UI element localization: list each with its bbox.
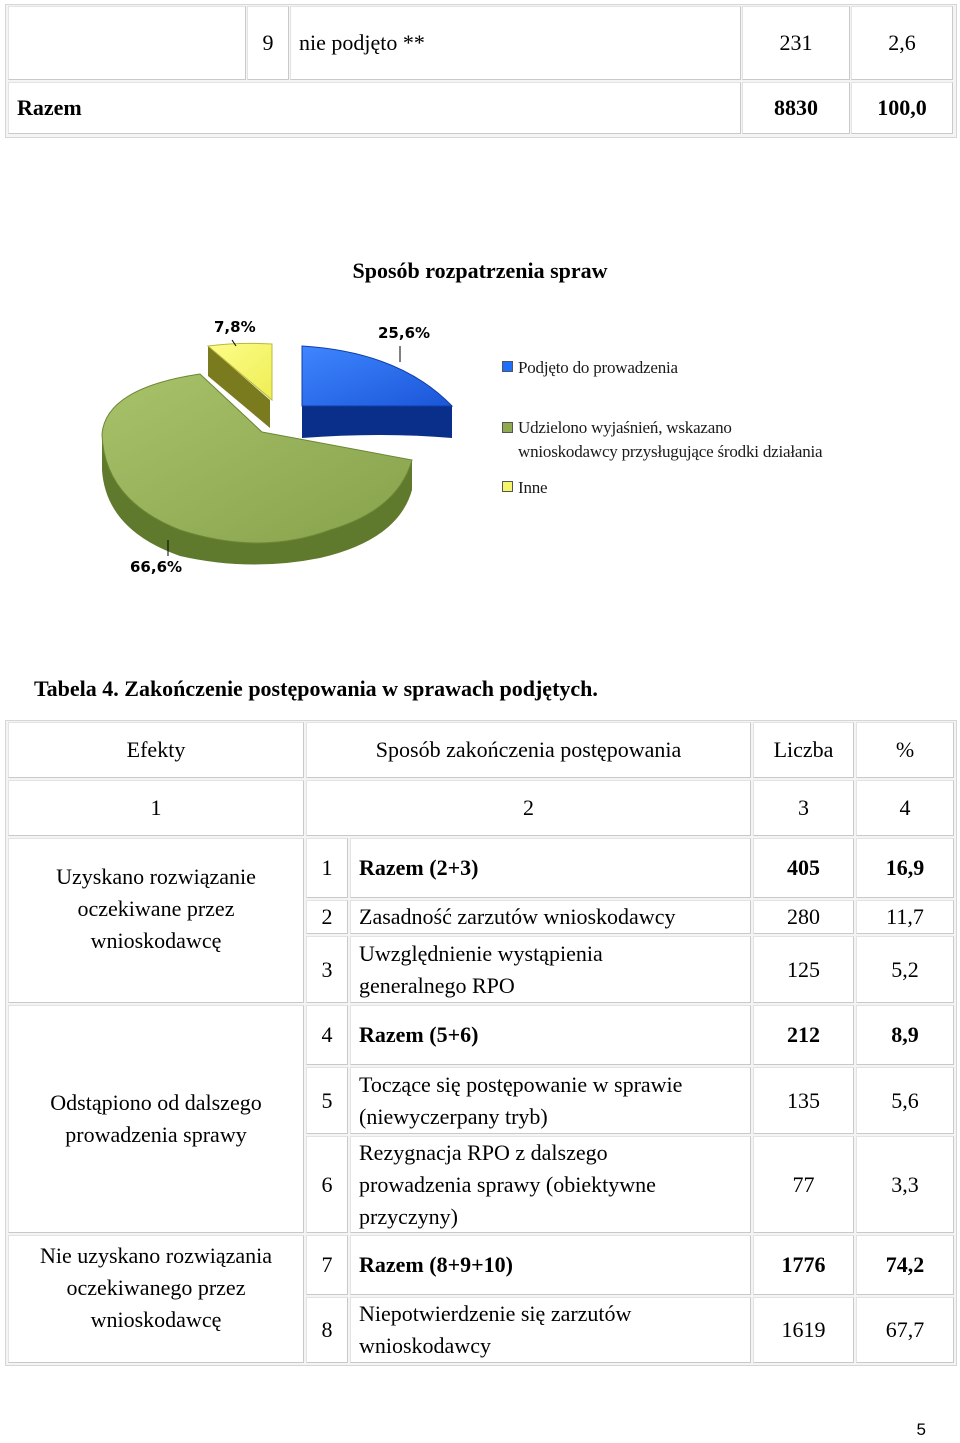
table4-header-effects: Efekty bbox=[8, 722, 304, 778]
table-row-method-line: Toczące się postępowanie w sprawie bbox=[359, 1071, 683, 1097]
table-row-pct: 3,3 bbox=[856, 1136, 954, 1233]
table4-colnum-1: 1 bbox=[8, 780, 304, 836]
table4-effect-1 bbox=[8, 838, 304, 1003]
table-row-count: 280 bbox=[753, 900, 854, 934]
table4-effect-3-line: oczekiwanego przez bbox=[66, 1275, 246, 1300]
table-row-method-line: (niewyczerpany tryb) bbox=[359, 1103, 548, 1129]
table-row-number: 6 bbox=[306, 1136, 348, 1233]
table4-effect-2-line: Odstąpiono od dalszego bbox=[50, 1090, 262, 1115]
table-row-count: 212 bbox=[753, 1005, 854, 1065]
table-row-method-line: wnioskodawcy bbox=[359, 1333, 491, 1358]
legend-label-green-line1: Udzielono wyjaśnień, wskazano bbox=[518, 418, 732, 437]
table-row-method-line: generalnego RPO bbox=[359, 972, 515, 998]
pie-label-yellow: 7,8% bbox=[214, 318, 256, 336]
table-row-method: Razem (5+6) bbox=[350, 1005, 751, 1065]
table-row-method-line: prowadzenia sprawy (obiektywne bbox=[359, 1171, 656, 1197]
table-row-number: 8 bbox=[306, 1297, 348, 1363]
table-row-method: Razem (8+9+10) bbox=[350, 1235, 751, 1295]
table-row-method bbox=[350, 1297, 751, 1363]
table-row-count: 125 bbox=[753, 936, 854, 1003]
table-row-pct: 74,2 bbox=[856, 1235, 954, 1295]
table4-colnum-2: 2 bbox=[306, 780, 751, 836]
pie-chart bbox=[0, 300, 500, 600]
table-row-method-line: Uwzględnienie wystąpienia bbox=[359, 940, 603, 966]
table-row-count: 77 bbox=[753, 1136, 854, 1233]
pie-label-blue: 25,6% bbox=[378, 324, 431, 342]
table-row-method-line: Niepotwierdzenie się zarzutów bbox=[359, 1301, 632, 1326]
table4-header-count: Liczba bbox=[753, 722, 854, 778]
table-row-method: Zasadność zarzutów wnioskodawcy bbox=[350, 900, 751, 934]
table-row-count: 405 bbox=[753, 838, 854, 898]
table4-header-pct: % bbox=[856, 722, 954, 778]
top-table-row-count: 231 bbox=[742, 6, 850, 80]
table-row-method bbox=[350, 936, 751, 1003]
table-row-number: 5 bbox=[306, 1067, 348, 1134]
table-row-method bbox=[350, 1136, 751, 1233]
table-row-number: 7 bbox=[306, 1235, 348, 1295]
table4-effect-1-line: oczekiwane przez bbox=[77, 896, 235, 921]
pie-label-green: 66,6% bbox=[130, 558, 183, 576]
chart-title: Sposób rozpatrzenia spraw bbox=[352, 258, 608, 283]
table4-colnum-3: 3 bbox=[753, 780, 854, 836]
table4-effect-1-line: Uzyskano rozwiązanie bbox=[56, 864, 256, 889]
table-row-pct: 11,7 bbox=[856, 900, 954, 934]
page-number: 5 bbox=[916, 1420, 926, 1439]
table-row-method-line: Rezygnacja RPO z dalszego bbox=[359, 1139, 608, 1165]
pie-slice-blue bbox=[302, 346, 452, 438]
legend-swatch-yellow bbox=[502, 481, 513, 492]
table4-effect-3-line: wnioskodawcę bbox=[90, 1307, 222, 1332]
top-table-total-label: Razem bbox=[8, 82, 741, 134]
top-table-total-count: 8830 bbox=[742, 82, 850, 134]
top-table-empty-cell bbox=[8, 6, 246, 80]
top-table-total-pct: 100,0 bbox=[851, 82, 953, 134]
table4-effect-3-line: Nie uzyskano rozwiązania bbox=[39, 1243, 273, 1268]
table4-effect-2 bbox=[8, 1005, 304, 1233]
table-row-pct: 16,9 bbox=[856, 838, 954, 898]
legend-label-blue: Podjęto do prowadzenia bbox=[518, 358, 678, 377]
legend-swatch-green bbox=[502, 422, 513, 433]
top-table-row-pct: 2,6 bbox=[851, 6, 953, 80]
table-row-pct: 5,2 bbox=[856, 936, 954, 1003]
table-row-count: 1619 bbox=[753, 1297, 854, 1363]
table-row-pct: 8,9 bbox=[856, 1005, 954, 1065]
legend-label-yellow: Inne bbox=[518, 478, 548, 497]
table4-effect-1-line: wnioskodawcę bbox=[90, 928, 222, 953]
table-row-count: 1776 bbox=[753, 1235, 854, 1295]
legend-swatch-blue bbox=[502, 361, 513, 372]
table4-effect-3 bbox=[8, 1235, 304, 1363]
table4-caption: Tabela 4. Zakończenie postępowania w sprawach podjętych. bbox=[34, 676, 598, 701]
table-row-number: 3 bbox=[306, 936, 348, 1003]
table-row-pct: 67,7 bbox=[856, 1297, 954, 1363]
legend-label-green-line2: wnioskodawcy przysługujące środki działania bbox=[518, 442, 823, 461]
table-row-count: 135 bbox=[753, 1067, 854, 1134]
table-row-number: 1 bbox=[306, 838, 348, 898]
table-row-number: 2 bbox=[306, 900, 348, 934]
table-row-number: 4 bbox=[306, 1005, 348, 1065]
top-table-row-label: nie podjęto ** bbox=[290, 6, 741, 80]
table-row-method: Razem (2+3) bbox=[350, 838, 751, 898]
table4-colnum-4: 4 bbox=[856, 780, 954, 836]
table4-header-method: Sposób zakończenia postępowania bbox=[306, 722, 751, 778]
top-table-row-number: 9 bbox=[247, 6, 289, 80]
table-row-pct: 5,6 bbox=[856, 1067, 954, 1134]
table-row-method bbox=[350, 1067, 751, 1134]
table-row-method-line: przyczyny) bbox=[359, 1203, 458, 1229]
table4-effect-2-line: prowadzenia sprawy bbox=[65, 1122, 247, 1147]
